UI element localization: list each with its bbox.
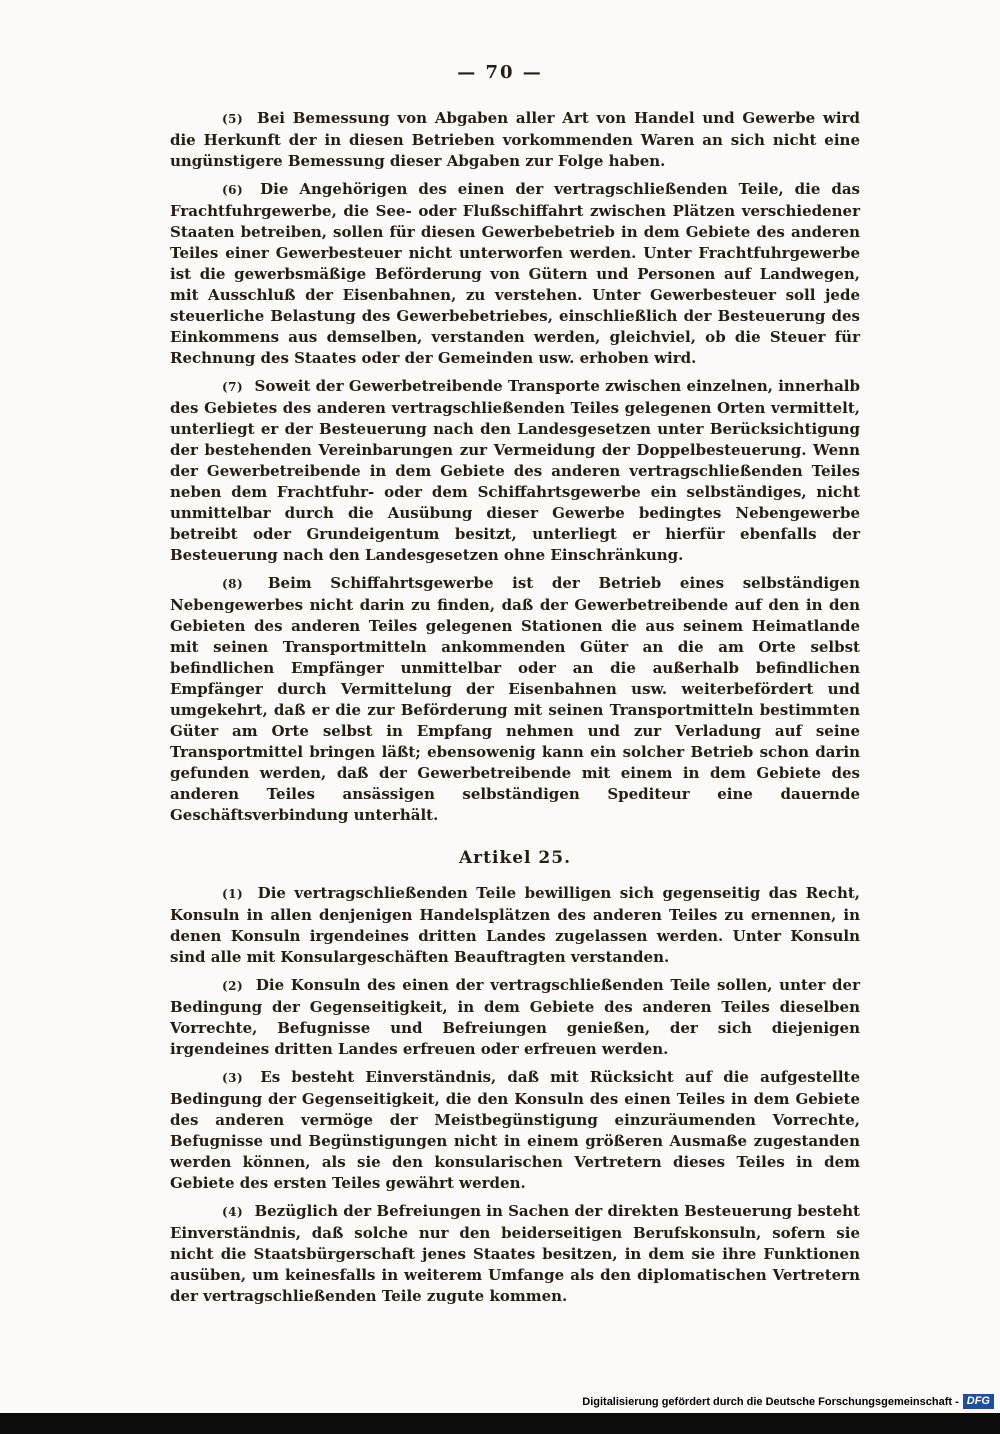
paragraph: (4) Bezüglich der Befreiungen in Sachen der direkten Besteuerung besteht Einverständnis, daß solche nur den beiderseitigen Berufskonsuln, sofern sie nicht die Staatsbürgerschaft jenes Staates besitzen, in dem sie ihre Funktionen ausüben, um keinesfalls in weiterem Umfange als den diplomatischen Vertretern der vertragschließenden Teile zugute kommen. (170, 1202, 860, 1305)
paragraph: (2) Die Konsuln des einen der vertragschließenden Teile sollen, unter der Bedingung der Gegenseitigkeit, in dem Gebiete des anderen Teiles dieselben Vorrechte, Befugnisse und Befreiungen genießen, der sich diejenigen irgendeines dritten Landes erfreuen oder erfreuen werden. (170, 976, 860, 1058)
paragraph-marker: (2) (222, 979, 244, 993)
footer-credit-text: Digitalisierung gefördert durch die Deutsche Forschungsgemeinschaft - (582, 1395, 959, 1408)
paragraph-marker: (7) (222, 380, 244, 394)
paragraph: (5) Bei Bemessung von Abgaben aller Art von Handel und Gewerbe wird die Herkunft der in diesen Betrieben vorkommenden Waren an sich nicht eine ungünstigere Bemessung dieser Abgaben zur Folge haben. (170, 109, 860, 170)
bottom-black-bar (0, 1413, 1000, 1434)
paragraph-marker: (6) (222, 183, 244, 197)
paragraph-marker: (5) (222, 112, 244, 126)
paragraph: (6) Die Angehörigen des einen der vertragschließenden Teile, die das Frachtfuhrgewerbe, die See- oder Flußschiffahrt zwischen Plätzen verschiedener Staaten betreiben, sollen für diesen Gewerbebetrieb in dem Gebiete des anderen Teiles einer Gewerbesteuer nicht unterworfen werden. Unter Frachtfuhrgewerbe ist die gewerbsmäßige Beförderung von Gütern und Personen auf Landwegen, mit Ausschluß der Eisenbahnen, zu verstehen. Unter Gewerbesteuer soll jede steuerliche Belastung des Gewerbebetriebes, einschließlich der Besteuerung des Einkommens aus demselben, verstanden werden, gleichviel, ob die Steuer für Rechnung des Staates oder der Gemeinden usw. erhoben wird. (170, 180, 860, 367)
document-body (170, 108, 860, 1314)
paragraph: (7) Soweit der Gewerbetreibende Transporte zwischen einzelnen, innerhalb des Gebietes des anderen vertragschließenden Teiles gelegenen Orten vermittelt, unterliegt er der Besteuerung nach den Landesgesetzen unter Berücksichtigung der bestehenden Vereinbarungen zur Vermeidung der Doppelbesteuerung. Wenn der Gewerbetreibende in dem Gebiete des anderen vertragschließenden Teiles neben dem Frachtfuhr- oder dem Schiffahrtsgewerbe ein selbständiges, nicht unmittelbar durch die Ausübung dieser Gewerbe bedingtes Nebengewerbe betreibt oder Grundeigentum besitzt, unterliegt er hierfür ebenfalls der Besteuerung nach den Landesgesetzen ohne Einschränkung. (170, 377, 860, 564)
paragraph-marker: (3) (222, 1071, 244, 1085)
paragraph: (3) Es besteht Einverständnis, daß mit Rücksicht auf die aufgestellte Bedingung der Gegenseitigkeit, die den Konsuln des einen Teiles in dem Gebiete des anderen vermöge der Meistbegünstigung einzuräumenden Vorrechte, Befugnisse und Begünstigungen nicht in einem größeren Ausmaße zugestanden werden können, als sie den konsularischen Vertretern dieses Teiles in dem Gebiete des ersten Teiles gewährt werden. (170, 1068, 860, 1192)
paragraph-marker: (8) (222, 577, 244, 591)
page-number: — 70 — (457, 62, 543, 83)
dfg-logo: DFG (963, 1394, 994, 1409)
paragraph-marker: (4) (222, 1205, 244, 1219)
article-heading: Artikel 25. (458, 848, 571, 868)
paragraph: (1) Die vertragschließenden Teile bewilligen sich gegenseitig das Recht, Konsuln in allen denjenigen Handelsplätzen des anderen Teiles zu ernennen, in denen Konsuln irgendeines dritten Landes zugelassen werden. Unter Konsuln sind alle mit Konsulargeschäften Beauftragten verstanden. (170, 884, 860, 966)
paragraph-marker: (1) (222, 887, 244, 901)
paragraph: (8) Beim Schiffahrtsgewerbe ist der Betrieb eines selbständigen Nebengewerbes nicht darin zu finden, daß der Gewerbetreibende auf den in den Gebieten des anderen Teiles gelegenen Stationen die aus seinem Heimatlande mit seinen Transportmitteln ankommenden Güter an die am Orte selbst befindlichen Empfänger unmittelbar oder an die außerhalb befindlichen Empfänger durch Vermittelung der Eisenbahnen usw. weiterbefördert und umgekehrt, daß er die zur Beförderung mit seinen Transportmitteln bestimmten Güter am Orte selbst in Empfang nehmen und zur Verladung auf seine Transportmittel bringen läßt; ebensowenig kann ein solcher Betrieb schon darin gefunden werden, daß der Gewerbetreibende mit einem in dem Gebiete des anderen Teiles ansässigen selbständigen Spediteur eine dauernde Geschäftsverbindung unterhält. (170, 574, 860, 824)
digitization-footer (582, 1394, 994, 1409)
